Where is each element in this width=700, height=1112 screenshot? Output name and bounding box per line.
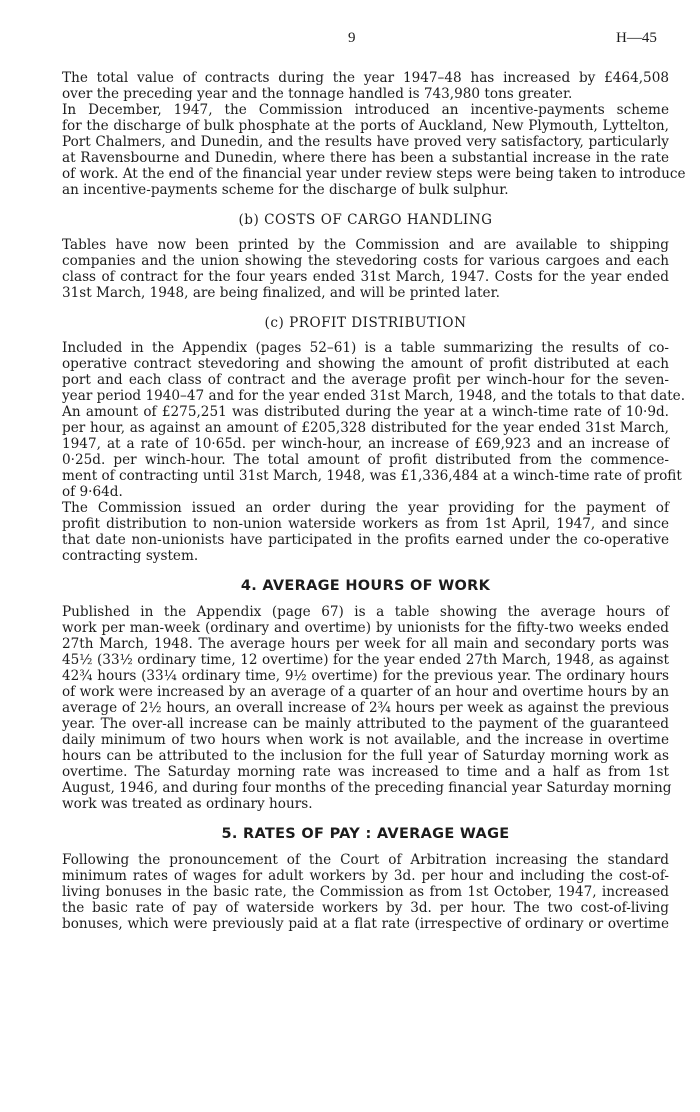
text-line: port and each class of contract and the average profit per winch-hour for the seven-: [62, 372, 669, 388]
text-line: Published in the Appendix (page 67) is a table showing the average hours of: [62, 604, 669, 620]
text-line: bonuses, which were previously paid at a flat rate (irrespective of ordinary or overtime: [62, 916, 669, 932]
text-line: An amount of £275,251 was distributed during the year at a winch-time rate of 10·9d.: [62, 404, 669, 420]
text-line: Port Chalmers, and Dunedin, and the results have proved very satisfactory, particularly: [62, 134, 669, 150]
page-body: [62, 70, 686, 932]
text-line: per hour, as against an amount of £205,328 distributed for the year ended 31st March,: [62, 420, 669, 436]
text-line: 45½ (33½ ordinary time, 12 overtime) for the year ended 27th March, 1948, as against: [62, 652, 669, 668]
document-reference: H—45: [616, 30, 657, 46]
text-line: 0·25d. per winch-hour. The total amount of profit distributed from the commence-: [62, 452, 669, 468]
text-line: of work were increased by an average of a quarter of an hour and overtime hours by an: [62, 684, 669, 700]
text-line: The total value of contracts during the year 1947–48 has increased by £464,508: [62, 70, 669, 86]
text-line: minimum rates of wages for adult workers by 3d. per hour and including the cost-of-: [62, 868, 669, 884]
paragraph-contracts: [62, 70, 669, 102]
paragraph-hours: [62, 604, 672, 812]
heading-costs-of-cargo-handling: (b) COSTS OF CARGO HANDLING: [238, 212, 493, 228]
text-line: profit distribution to non-union waterside workers as from 1st April, 1947, and since: [62, 516, 669, 532]
text-line: the basic rate of pay of waterside workers by 3d. per hour. The two cost-of-living: [62, 900, 669, 916]
text-line: 31st March, 1948, are being finalized, and will be printed later.: [62, 285, 500, 301]
text-line: Tables have now been printed by the Commission and are available to shipping: [62, 237, 669, 253]
text-line: Following the pronouncement of the Court of Arbitration increasing the standard: [62, 852, 669, 868]
paragraph-profit: [62, 340, 686, 500]
text-line: In December, 1947, the Commission introduced an incentive-payments scheme: [62, 102, 669, 118]
text-line: operative contract stevedoring and showing the amount of profit distributed at each: [62, 356, 669, 372]
text-line: living bonuses in the basic rate, the Commission as from 1st October, 1947, increased: [62, 884, 669, 900]
text-line: Included in the Appendix (pages 52–61) is a table summarizing the results of co-: [62, 340, 669, 356]
paragraph-rates: [62, 852, 669, 932]
text-line: work per man-week (ordinary and overtime) by unionists for the fifty-two weeks ended: [62, 620, 669, 636]
text-line: 27th March, 1948. The average hours per week for all main and secondary ports was: [62, 636, 669, 652]
text-line: of work. At the end of the financial year under review steps were being taken to introduce: [62, 166, 686, 182]
text-line: 42¾ hours (33¼ ordinary time, 9½ overtime) for the previous year. The ordinary hours: [62, 668, 669, 684]
text-line: year. The over-all increase can be mainly attributed to the payment of the guaranteed: [62, 716, 669, 732]
paragraph-incentive: [62, 102, 686, 198]
text-line: work was treated as ordinary hours.: [62, 796, 313, 812]
page-number: 9: [348, 30, 356, 46]
text-line: for the discharge of bulk phosphate at the ports of Auckland, New Plymouth, Lyttelton,: [62, 118, 669, 134]
text-line: ment of contracting until 31st March, 1948, was £1,336,484 at a winch-time rate of profit: [62, 468, 682, 484]
text-line: overtime. The Saturday morning rate was increased to time and a half as from 1st: [62, 764, 669, 780]
heading-profit-distribution: (c) PROFIT DISTRIBUTION: [264, 315, 467, 331]
text-line: average of 2½ hours, an overall increase of 2¾ hours per week as against the previous: [62, 700, 669, 716]
text-line: year period 1940–47 and for the year ended 31st March, 1948, and the totals to that date.: [62, 388, 686, 404]
text-line: that date non-unionists have participated in the profits earned under the co-operative: [62, 532, 669, 548]
text-line: 1947, at a rate of 10·65d. per winch-hour, an increase of £69,923 and an increase of: [62, 436, 669, 452]
paragraph-costs: [62, 237, 669, 301]
text-line: at Ravensbourne and Dunedin, where there has been a substantial increase in the rate: [62, 150, 669, 166]
text-line: over the preceding year and the tonnage handled is 743,980 tons greater.: [62, 86, 573, 102]
text-line: The Commission issued an order during the year providing for the payment of: [62, 500, 669, 516]
heading-rates-of-pay: 5. RATES OF PAY : AVERAGE WAGE: [221, 826, 510, 842]
text-line: class of contract for the four years ended 31st March, 1947. Costs for the year ended: [62, 269, 669, 285]
paragraph-order: [62, 500, 669, 564]
text-line: hours can be attributed to the inclusion for the full year of Saturday morning work as: [62, 748, 669, 764]
text-line: August, 1946, and during four months of the preceding financial year Saturday morning: [62, 780, 672, 796]
text-line: contracting system.: [62, 548, 199, 564]
heading-average-hours-of-work: 4. AVERAGE HOURS OF WORK: [240, 578, 491, 594]
text-line: daily minimum of two hours when work is not available, and the increase in overtime: [62, 732, 669, 748]
text-line: companies and the union showing the stevedoring costs for various cargoes and each: [62, 253, 669, 269]
text-line: an incentive-payments scheme for the discharge of bulk sulphur.: [62, 182, 509, 198]
text-line: of 9·64d.: [62, 484, 123, 500]
